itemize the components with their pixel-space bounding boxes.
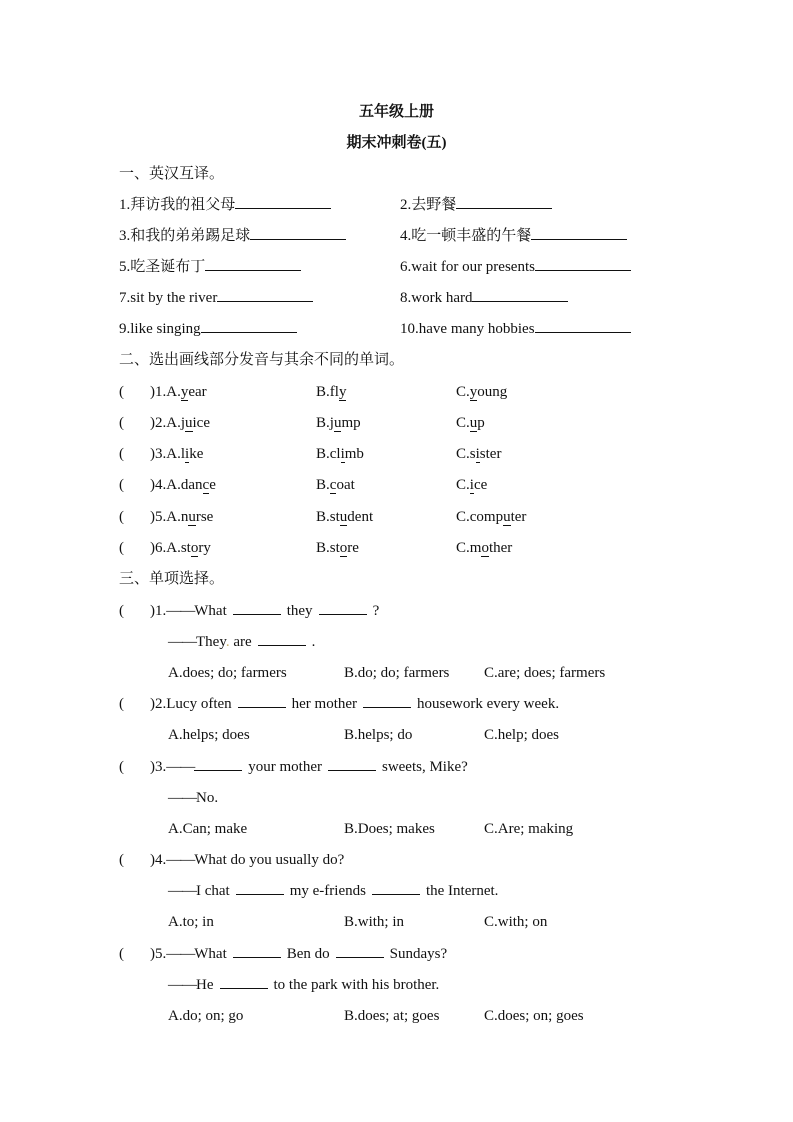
option-a[interactable]: A.do; on; go [168,1008,244,1024]
answer-paren[interactable]: ( [119,946,124,962]
answer-paren[interactable]: ( [119,603,124,619]
answer-blank[interactable] [201,318,297,333]
reply-text: ——They. are . [168,627,315,658]
answer-blank[interactable] [336,943,384,958]
answer-paren[interactable]: ( [119,696,124,712]
answer-paren[interactable]: ( [119,477,124,493]
section3-heading [0,564,793,595]
translation-row [0,283,793,314]
page-title: 五年级上册 [358,104,434,120]
option-c[interactable]: C.Are; making [484,821,574,837]
translation-row [0,252,793,283]
section-heading: 三、单项选择。 [119,571,225,587]
answer-blank[interactable] [328,756,376,771]
option-a[interactable]: A.helps; does [168,727,250,743]
answer-blank[interactable] [319,600,367,615]
option-b[interactable]: B.fly [316,384,347,400]
phonics-row [0,533,793,564]
question-3-reply [0,783,793,814]
option-b[interactable]: B.with; in [344,914,405,930]
section2-heading [0,345,793,376]
question-text: )1.——What they ? [150,596,379,627]
option-c[interactable]: C.help; does [484,727,559,743]
answer-paren[interactable]: ( [119,509,124,525]
question-4 [0,845,793,876]
answer-blank[interactable] [220,974,268,989]
question-text: )5.——What Ben do Sundays? [150,939,447,970]
option-c[interactable]: C.does; on; goes [484,1008,584,1024]
section-heading: 二、选出画线部分发音与其余不同的单词。 [119,352,405,368]
question-2-options [0,720,793,751]
option-c[interactable]: C.ice [456,477,488,493]
option-b[interactable]: B.student [316,509,374,525]
option-b[interactable]: B.do; do; farmers [344,665,450,681]
answer-blank[interactable] [235,194,331,209]
question-1-options [0,658,793,689]
option-a[interactable]: )5.A.nurse [150,509,214,525]
question-2 [0,689,793,720]
reply-text: ——No. [168,790,219,806]
option-b[interactable]: B.jump [316,415,361,431]
translation-item: 5.吃圣诞布丁 [119,252,301,283]
answer-paren[interactable]: ( [119,415,124,431]
answer-blank[interactable] [363,693,411,708]
question-4-reply [0,876,793,907]
page-subtitle: 期末冲刺卷(五) [346,135,447,151]
answer-blank[interactable] [205,256,301,271]
translation-item: 6.wait for our presents [400,252,631,283]
translation-item: 9.like singing [119,314,297,345]
option-a[interactable]: )2.A.juice [150,415,210,431]
translation-item: 2.去野餐 [400,190,552,221]
answer-blank[interactable] [456,194,552,209]
answer-blank[interactable] [194,756,242,771]
answer-blank[interactable] [238,693,286,708]
section1-heading [0,159,793,190]
answer-blank[interactable] [236,880,284,895]
option-a[interactable]: A.does; do; farmers [168,665,287,681]
option-a[interactable]: A.Can; make [168,821,248,837]
option-c[interactable]: C.up [456,415,485,431]
translation-item: 3.和我的弟弟踢足球 [119,221,346,252]
option-a[interactable]: )6.A.story [150,540,211,556]
option-b[interactable]: B.helps; do [344,727,413,743]
option-b[interactable]: B.Does; makes [344,821,435,837]
question-4-options [0,907,793,938]
option-a[interactable]: )4.A.dance [150,477,216,493]
question-1-reply [0,627,793,658]
question-3 [0,752,793,783]
option-c[interactable]: C.mother [456,540,513,556]
reply-text: ——I chat my e-friends the Internet. [168,876,498,907]
answer-blank[interactable] [233,943,281,958]
question-3-options [0,814,793,845]
phonics-row [0,439,793,470]
option-a[interactable]: )1.A.year [150,384,207,400]
translation-item: 10.have many hobbies [400,314,631,345]
answer-blank[interactable] [535,318,631,333]
translation-item: 8.work hard [400,283,568,314]
answer-paren[interactable]: ( [119,540,124,556]
option-b[interactable]: B.coat [316,477,355,493]
question-5-options [0,1001,793,1032]
section-heading: 一、英汉互译。 [119,166,225,182]
question-text: )4.——What do you usually do? [150,852,345,868]
option-b[interactable]: B.does; at; goes [344,1008,440,1024]
answer-blank[interactable] [217,287,313,302]
answer-paren[interactable]: ( [119,384,124,400]
answer-blank[interactable] [472,287,568,302]
translation-item: 7.sit by the river [119,283,313,314]
option-a[interactable]: )3.A.like [150,446,204,462]
question-text: )2.Lucy often her mother housework every week. [150,689,559,720]
phonics-row [0,502,793,533]
question-5-reply [0,970,793,1001]
reply-text: ——He to the park with his brother. [168,970,439,1001]
translation-row [0,314,793,345]
question-5 [0,939,793,970]
translation-item: 1.拜访我的祖父母 [119,190,331,221]
option-b[interactable]: B.climb [316,446,364,462]
option-c[interactable]: C.young [456,384,508,400]
phonics-row [0,470,793,501]
answer-paren[interactable]: ( [119,759,124,775]
answer-blank[interactable] [250,225,346,240]
answer-blank[interactable] [531,225,627,240]
answer-paren[interactable]: ( [119,446,124,462]
option-c[interactable]: C.sister [456,446,502,462]
question-1 [0,596,793,627]
phonics-row [0,408,793,439]
answer-blank[interactable] [258,631,306,646]
phonics-row [0,377,793,408]
option-c[interactable]: C.are; does; farmers [484,665,606,681]
translation-row [0,221,793,252]
answer-paren[interactable]: ( [119,852,124,868]
translation-row [0,190,793,221]
answer-blank[interactable] [535,256,631,271]
option-b[interactable]: B.store [316,540,359,556]
answer-blank[interactable] [233,600,281,615]
question-text: )3.—— your mother sweets, Mike? [150,752,468,783]
option-c[interactable]: C.computer [456,509,527,525]
answer-blank[interactable] [372,880,420,895]
option-c[interactable]: C.with; on [484,914,548,930]
option-a[interactable]: A.to; in [168,914,214,930]
translation-item: 4.吃一顿丰盛的午餐 [400,221,627,252]
